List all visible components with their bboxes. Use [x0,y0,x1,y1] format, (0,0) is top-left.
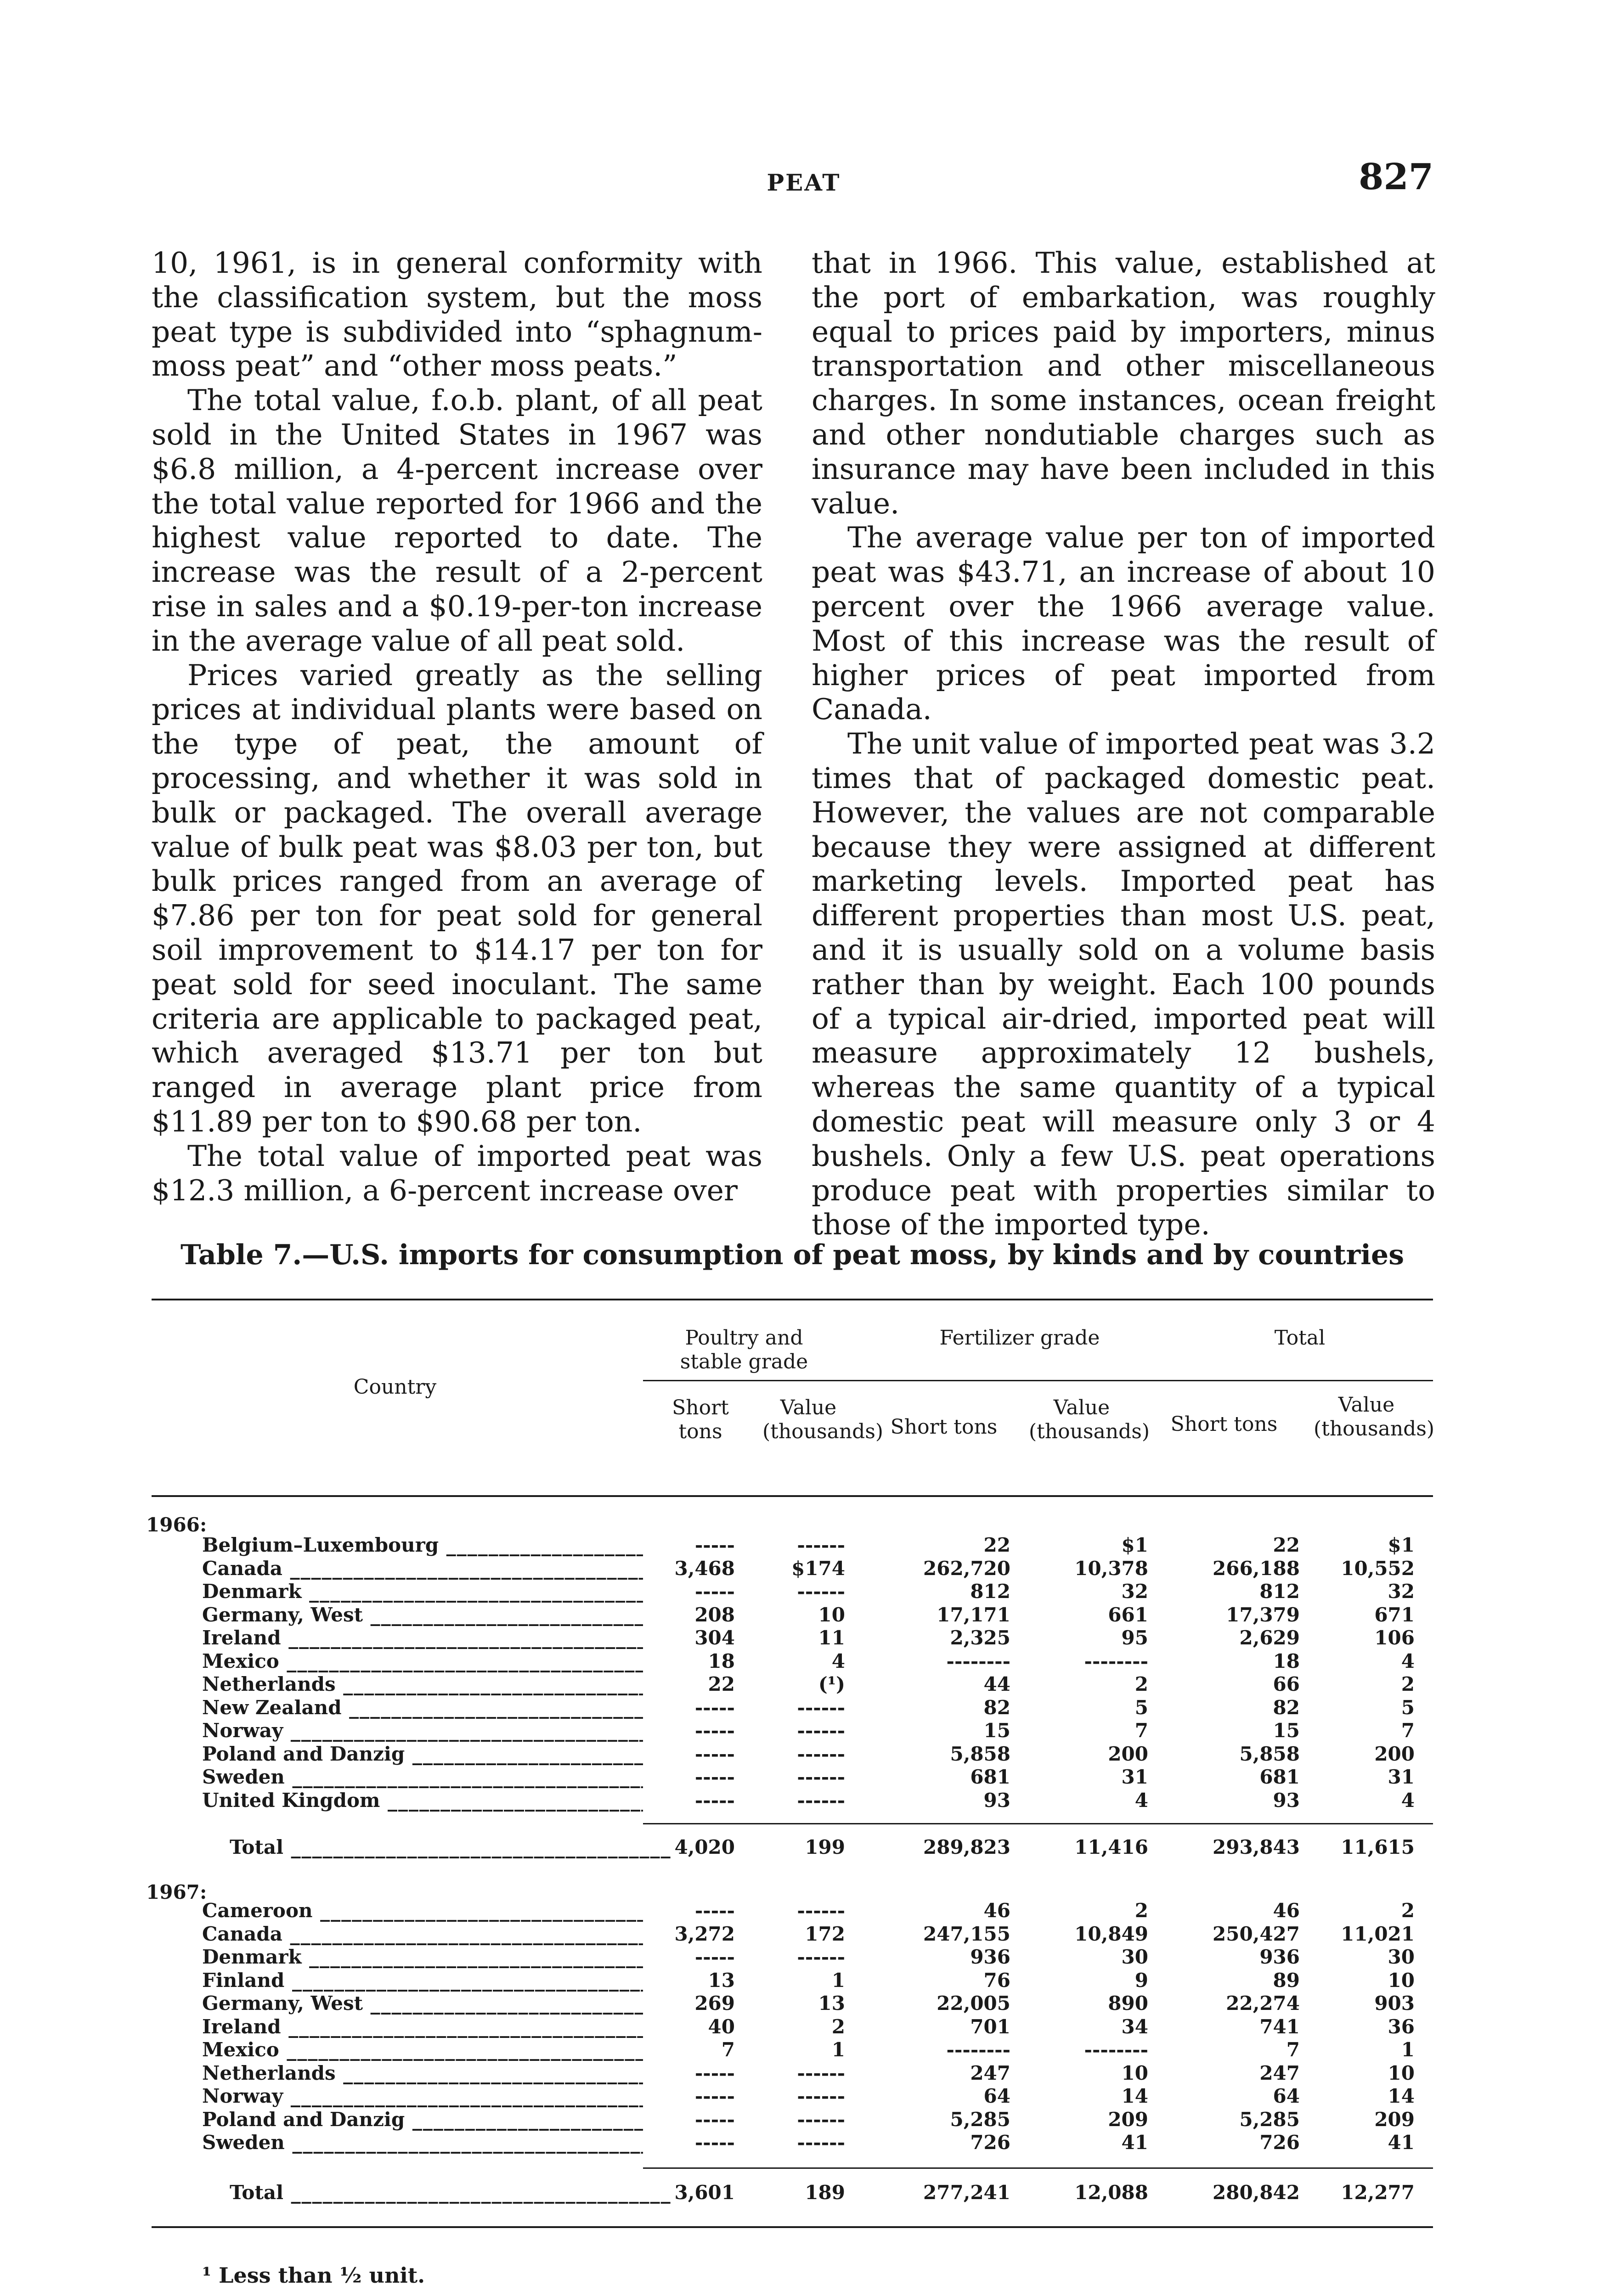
cell-fv: 2 [1134,1673,1148,1695]
cell-fv: 4 [1134,1789,1148,1812]
cell-fv: 5 [1134,1696,1148,1719]
cell-tv: 4 [1401,1649,1415,1672]
cell-pv: 199 [805,1836,845,1858]
cell-fv: 661 [1108,1603,1148,1626]
cell-fv: 200 [1108,1742,1148,1765]
cell-tt: 46 [1273,1899,1300,1922]
cell-pt: ----- [694,1719,735,1742]
cell-tv: $1 [1388,1534,1415,1556]
table-row [0,1650,1608,1673]
country-name: Ireland _____ [202,1626,643,1649]
table-total-row [0,1836,1608,1859]
table-row [0,1969,1608,1992]
cell-tt: 22 [1273,1534,1300,1556]
cell-pt: ----- [694,1696,735,1719]
cell-ft: 247 [970,2061,1010,2084]
country-name: Norway _____ [202,2085,643,2108]
country-name: Netherlands _____ [202,1673,643,1696]
cell-ft: 44 [983,1673,1010,1695]
cell-pv: ------ [797,1719,845,1742]
country-name: United Kingdom _____ [202,1789,643,1812]
cell-tt: 93 [1273,1789,1300,1812]
footnote: ¹ Less than ½ unit. [202,2263,425,2288]
cell-pv: 189 [805,2181,845,2204]
table-row [0,2131,1608,2154]
country-name: Canada _____ [202,1923,643,1946]
subtotal-rule [643,2167,1433,2169]
country-name: Germany, West _____ [202,1992,643,2015]
cell-pt: ----- [694,2085,735,2107]
table-row [0,2015,1608,2038]
cell-pv: ------ [797,1534,845,1556]
total-label: Total _____ [230,2181,671,2204]
cell-fv: 30 [1121,1946,1148,1968]
cell-tv: 7 [1401,1719,1415,1742]
table-row [0,2085,1608,2108]
country-name: Norway _____ [202,1719,643,1742]
cell-tv: 2 [1401,1673,1415,1695]
cell-fv: 32 [1121,1580,1148,1603]
country-name: New Zealand _____ [202,1696,643,1719]
table-row [0,1719,1608,1742]
cell-pt: 13 [708,1969,735,1992]
cell-fv: 41 [1121,2131,1148,2154]
country-name: Finland _____ [202,1969,643,1992]
cell-ft: 289,823 [923,1836,1010,1858]
table-row [0,1923,1608,1946]
cell-pv: ------ [797,1580,845,1603]
cell-tt: 247 [1259,2061,1300,2084]
country-name: Cameroon _____ [202,1899,643,1922]
table-total-row [0,2181,1608,2204]
cell-pt: ----- [694,1946,735,1968]
cell-tv: 10,552 [1341,1557,1415,1580]
total-label: Total _____ [230,1836,671,1859]
cell-ft: 701 [970,2015,1010,2038]
cell-ft: 2,325 [950,1626,1010,1649]
cell-tt: 726 [1259,2131,1300,2154]
table-row [0,1946,1608,1969]
cell-tv: 12,277 [1341,2181,1415,2204]
cell-tt: 22,274 [1226,1992,1300,2015]
cell-tv: 4 [1401,1789,1415,1812]
cell-tv: 10 [1388,1969,1415,1992]
cell-pt: ----- [694,2061,735,2084]
cell-tv: 209 [1374,2108,1415,2131]
table-row [0,1626,1608,1649]
cell-tt: 280,842 [1213,2181,1300,2204]
cell-tt: 266,188 [1213,1557,1300,1580]
cell-tt: 2,629 [1239,1626,1300,1649]
cell-ft: 812 [970,1580,1010,1603]
cell-ft: 262,720 [923,1557,1010,1580]
cell-pt: 304 [694,1626,735,1649]
country-name: Sweden _____ [202,2131,643,2154]
cell-ft: 277,241 [923,2181,1010,2204]
cell-fv: 10 [1121,2061,1148,2084]
cell-ft: 5,858 [950,1742,1010,1765]
cell-pv: ------ [797,1946,845,1968]
cell-fv: 10,378 [1074,1557,1148,1580]
table-row [0,1534,1608,1557]
cell-pv: 172 [805,1922,845,1945]
cell-fv: $1 [1121,1534,1148,1556]
cell-pv: ------ [797,1899,845,1922]
cell-tv: 30 [1388,1946,1415,1968]
header-value-thousands: Value (thousands) [1029,1396,1150,1443]
cell-pt: 3,601 [674,2181,735,2204]
page-header-title: PEAT [767,169,841,196]
cell-ft: 247,155 [923,1922,1010,1945]
table-row [0,1604,1608,1626]
country-name: Denmark _____ [202,1580,643,1603]
cell-pt: 208 [694,1603,735,1626]
table-row [0,2062,1608,2085]
table-row [0,2038,1608,2061]
cell-fv: 890 [1108,1992,1148,2015]
header-group-rule [643,1380,1433,1381]
cell-tv: 2 [1401,1899,1415,1922]
cell-pv: $174 [791,1557,845,1580]
cell-ft: 22 [983,1534,1010,1556]
cell-ft: -------- [946,2038,1010,2061]
table-row [0,1557,1608,1580]
cell-pt: 3,272 [674,1922,735,1945]
cell-pv: (¹) [818,1673,845,1695]
header-total: Total [1274,1326,1326,1350]
cell-tt: 64 [1273,2085,1300,2107]
cell-fv: 14 [1121,2085,1148,2107]
year-label-1967: 1967: [146,1881,207,1903]
cell-tt: 936 [1259,1946,1300,1968]
cell-pt: 40 [708,2015,735,2038]
table-top-rule [152,1299,1433,1300]
cell-tv: 200 [1374,1742,1415,1765]
cell-pv: ------ [797,1742,845,1765]
cell-fv: -------- [1084,1649,1148,1672]
country-name: Netherlands _____ [202,2062,643,2085]
table-row [0,1673,1608,1696]
cell-ft: 82 [983,1696,1010,1719]
cell-tv: 903 [1374,1992,1415,2015]
cell-ft: 726 [970,2131,1010,2154]
cell-tv: 106 [1374,1626,1415,1649]
header-short-tons: Short tons [890,1415,998,1439]
table-row [0,1743,1608,1766]
cell-tt: 7 [1286,2038,1300,2061]
cell-pv: 11 [818,1626,845,1649]
cell-pv: ------ [797,2108,845,2131]
header-bottom-rule [152,1495,1433,1497]
cell-fv: 209 [1108,2108,1148,2131]
cell-tt: 250,427 [1213,1922,1300,1945]
cell-pt: ----- [694,2108,735,2131]
cell-pv: ------ [797,2061,845,2084]
cell-pv: ------ [797,1766,845,1788]
paragraph: The average value per ton of imported peat was $43.71, an increase of about 10 percent over the 1966 average value. Most of this increase was the result of higher prices of peat imported from Canada. [812,521,1435,726]
cell-pv: 1 [831,2038,845,2061]
year-label-1966: 1966: [146,1514,207,1536]
cell-tv: 1 [1401,2038,1415,2061]
cell-tv: 671 [1374,1603,1415,1626]
cell-tt: 741 [1259,2015,1300,2038]
paragraph: that in 1966. This value, established at the port of embarkation, was roughly equal to prices paid by importers, minus transportation and other miscellaneous charges. In some instances, ocean freight and other nondutiable charges such as insurance may have been included in this value. [812,246,1435,520]
cell-pt: ----- [694,1899,735,1922]
cell-pt: ----- [694,1580,735,1603]
cell-tt: 293,843 [1213,1836,1300,1858]
cell-pv: ------ [797,2131,845,2154]
cell-pt: ----- [694,1534,735,1556]
cell-tv: 36 [1388,2015,1415,2038]
cell-ft: 15 [983,1719,1010,1742]
cell-tv: 32 [1388,1580,1415,1603]
cell-fv: 9 [1134,1969,1148,1992]
cell-pt: ----- [694,2131,735,2154]
cell-fv: 7 [1134,1719,1148,1742]
cell-ft: 681 [970,1766,1010,1788]
cell-tv: 5 [1401,1696,1415,1719]
country-name: Mexico _____ [202,2038,643,2061]
subtotal-rule [643,1823,1433,1824]
cell-fv: -------- [1084,2038,1148,2061]
cell-tt: 812 [1259,1580,1300,1603]
cell-tt: 89 [1273,1969,1300,1992]
header-value-thousands: Value (thousands) [762,1396,884,1443]
cell-tt: 15 [1273,1719,1300,1742]
cell-ft: 76 [983,1969,1010,1992]
country-name: Ireland _____ [202,2015,643,2038]
table-row [0,1580,1608,1603]
table-row [0,1899,1608,1922]
paragraph: The total value, f.o.b. plant, of all peat sold in the United States in 1967 was $6.8 million, a 4-percent increase over the total value reported for 1966 and the highest value reported to date. The increase was the result of a 2-percent rise in sales and a $0.19-per-ton increase in the average value of all peat sold. [152,383,762,658]
cell-pt: ----- [694,1766,735,1788]
cell-tt: 681 [1259,1766,1300,1788]
cell-pt: 4,020 [674,1836,735,1858]
cell-tt: 17,379 [1226,1603,1300,1626]
cell-pt: 3,468 [674,1557,735,1580]
cell-tt: 18 [1273,1649,1300,1672]
cell-ft: 22,005 [937,1992,1010,2015]
cell-fv: 95 [1121,1626,1148,1649]
country-name: Denmark _____ [202,1946,643,1969]
header-short-tons: Short tons [672,1396,729,1443]
cell-fv: 31 [1121,1766,1148,1788]
right-text-column [812,246,1435,1242]
header-value-thousands: Value (thousands) [1314,1393,1435,1441]
country-name: Poland and Danzig _____ [202,2108,643,2131]
table-row [0,1992,1608,2015]
country-name: Germany, West _____ [202,1604,643,1626]
paragraph: Prices varied greatly as the selling prices at individual plants were based on the type of peat, the amount of processing, and whether it was sold in bulk or packaged. The overall average value of bulk peat was $8.03 per ton, but bulk prices ranged from an average of $7.86 per ton for peat sold for general soil improvement to $14.17 per ton for peat sold for seed inoculant. The same criteria are applicable to packaged peat, which averaged $13.71 per ton but ranged in average plant price from $11.89 per ton to $90.68 per ton. [152,658,762,1138]
cell-pt: ----- [694,1742,735,1765]
cell-fv: 10,849 [1074,1922,1148,1945]
cell-pv: 13 [818,1992,845,2015]
country-name: Canada _____ [202,1557,643,1580]
left-text-column [152,246,762,1208]
table-row [0,1696,1608,1719]
cell-tv: 11,021 [1341,1922,1415,1945]
cell-tv: 41 [1388,2131,1415,2154]
cell-pv: 10 [818,1603,845,1626]
country-name: Sweden _____ [202,1766,643,1789]
cell-pt: 22 [708,1673,735,1695]
table-row [0,1766,1608,1789]
cell-ft: 5,285 [950,2108,1010,2131]
cell-tv: 14 [1388,2085,1415,2107]
header-short-tons: Short tons [1170,1412,1278,1436]
header-poultry-stable-grade: Poultry and stable grade [680,1326,808,1373]
cell-pt: ----- [694,1789,735,1812]
cell-pt: 18 [708,1649,735,1672]
cell-tv: 11,615 [1341,1836,1415,1858]
cell-tv: 10 [1388,2061,1415,2084]
table-bottom-rule [152,2226,1433,2228]
cell-pv: 2 [831,2015,845,2038]
table-title: Table 7.—U.S. imports for consumption of peat moss, by kinds and by countries [181,1239,1404,1271]
cell-pv: 1 [831,1969,845,1992]
cell-tt: 82 [1273,1696,1300,1719]
country-name: Poland and Danzig _____ [202,1743,643,1766]
table-row [0,2108,1608,2131]
paragraph: The unit value of imported peat was 3.2 times that of packaged domestic peat. However, the values are not comparable because they were assigned at different marketing levels. Imported peat has different properties than most U.S. peat, and it is usually sold on a volume basis rather than by weight. Each 100 pounds of a typical air-dried, imported peat will measure approximately 12 bushels, whereas the same quantity of a typical domestic peat will measure only 3 or 4 bushels. Only a few U.S. peat operations produce peat with properties similar to those of the imported type. [812,727,1435,1242]
cell-tt: 66 [1273,1673,1300,1695]
cell-ft: 936 [970,1946,1010,1968]
cell-fv: 2 [1134,1899,1148,1922]
cell-tv: 31 [1388,1766,1415,1788]
cell-tt: 5,285 [1239,2108,1300,2131]
cell-pv: 4 [831,1649,845,1672]
paragraph: 10, 1961, is in general conformity with the classification system, but the moss peat type is subdivided into “sphagnum-moss peat” and “other moss peats.” [152,246,762,383]
page-number: 827 [1359,156,1433,198]
table-row [0,1789,1608,1812]
cell-pv: ------ [797,1696,845,1719]
cell-fv: 11,416 [1074,1836,1148,1858]
cell-ft: 46 [983,1899,1010,1922]
header-fertilizer-grade: Fertilizer grade [939,1326,1100,1350]
cell-pv: ------ [797,2085,845,2107]
country-name: Mexico _____ [202,1650,643,1673]
cell-pv: ------ [797,1789,845,1812]
cell-fv: 34 [1121,2015,1148,2038]
cell-fv: 12,088 [1074,2181,1148,2204]
cell-pt: 7 [721,2038,735,2061]
cell-ft: 93 [983,1789,1010,1812]
paragraph: The total value of imported peat was $12.3 million, a 6-percent increase over [152,1139,762,1207]
cell-ft: 64 [983,2085,1010,2107]
header-country: Country [353,1375,437,1399]
cell-pt: 269 [694,1992,735,2015]
cell-tt: 5,858 [1239,1742,1300,1765]
cell-ft: 17,171 [937,1603,1010,1626]
cell-ft: -------- [946,1649,1010,1672]
country-name: Belgium–Luxembourg _____ [202,1534,643,1557]
